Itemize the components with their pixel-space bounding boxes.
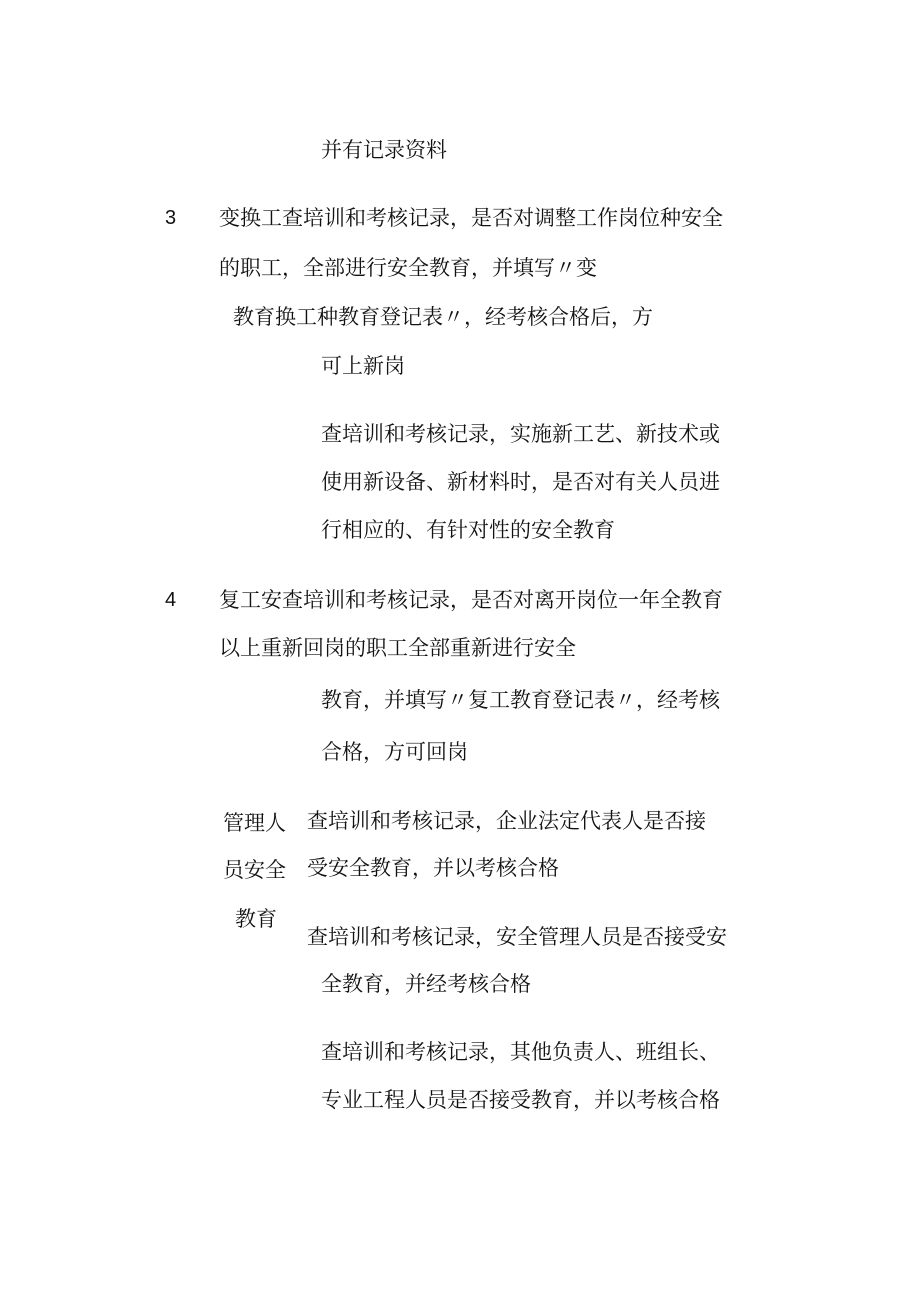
text-line: 的职工，全部进行安全教育，并填写〃变 <box>219 256 597 280</box>
text-line: 全教育，并经考核合格 <box>321 972 531 996</box>
text-line: 复工安查培训和考核记录，是否对离开岗位一年全教育 <box>219 588 723 612</box>
text-line: 查培训和考核记录，实施新工艺、新技术或 <box>321 422 720 446</box>
text-line: 专业工程人员是否接受教育，并以考核合格 <box>321 1088 720 1112</box>
item-number: 4 <box>165 589 177 611</box>
text-line: 使用新设备、新材料时，是否对有关人员进 <box>321 470 720 494</box>
text-line: 受安全教育，并以考核合格 <box>307 856 559 880</box>
text-line: 行相应的、有针对性的安全教育 <box>321 518 615 542</box>
text-line: 变换工查培训和考核记录，是否对调整工作岗位种安全 <box>219 206 723 230</box>
category-label: 管理人 <box>223 811 286 835</box>
category-label: 员安全 <box>223 858 286 882</box>
text-line: 并有记录资料 <box>321 138 447 162</box>
text-line: 查培训和考核记录，安全管理人员是否接受安 <box>307 925 727 949</box>
text-line: 可上新岗 <box>321 354 405 378</box>
text-line: 教育，并填写〃复工教育登记表〃，经考核 <box>321 688 720 712</box>
text-line: 教育换工种教育登记表〃，经考核合格后，方 <box>233 305 653 329</box>
text-line: 合格，方可回岗 <box>321 740 468 764</box>
category-label: 教育 <box>235 907 277 931</box>
text-line: 以上重新回岗的职工全部重新进行安全 <box>219 636 576 660</box>
item-number: 3 <box>165 207 177 229</box>
text-line: 查培训和考核记录，企业法定代表人是否接 <box>307 809 706 833</box>
text-line: 查培训和考核记录，其他负责人、班组长、 <box>321 1040 720 1064</box>
